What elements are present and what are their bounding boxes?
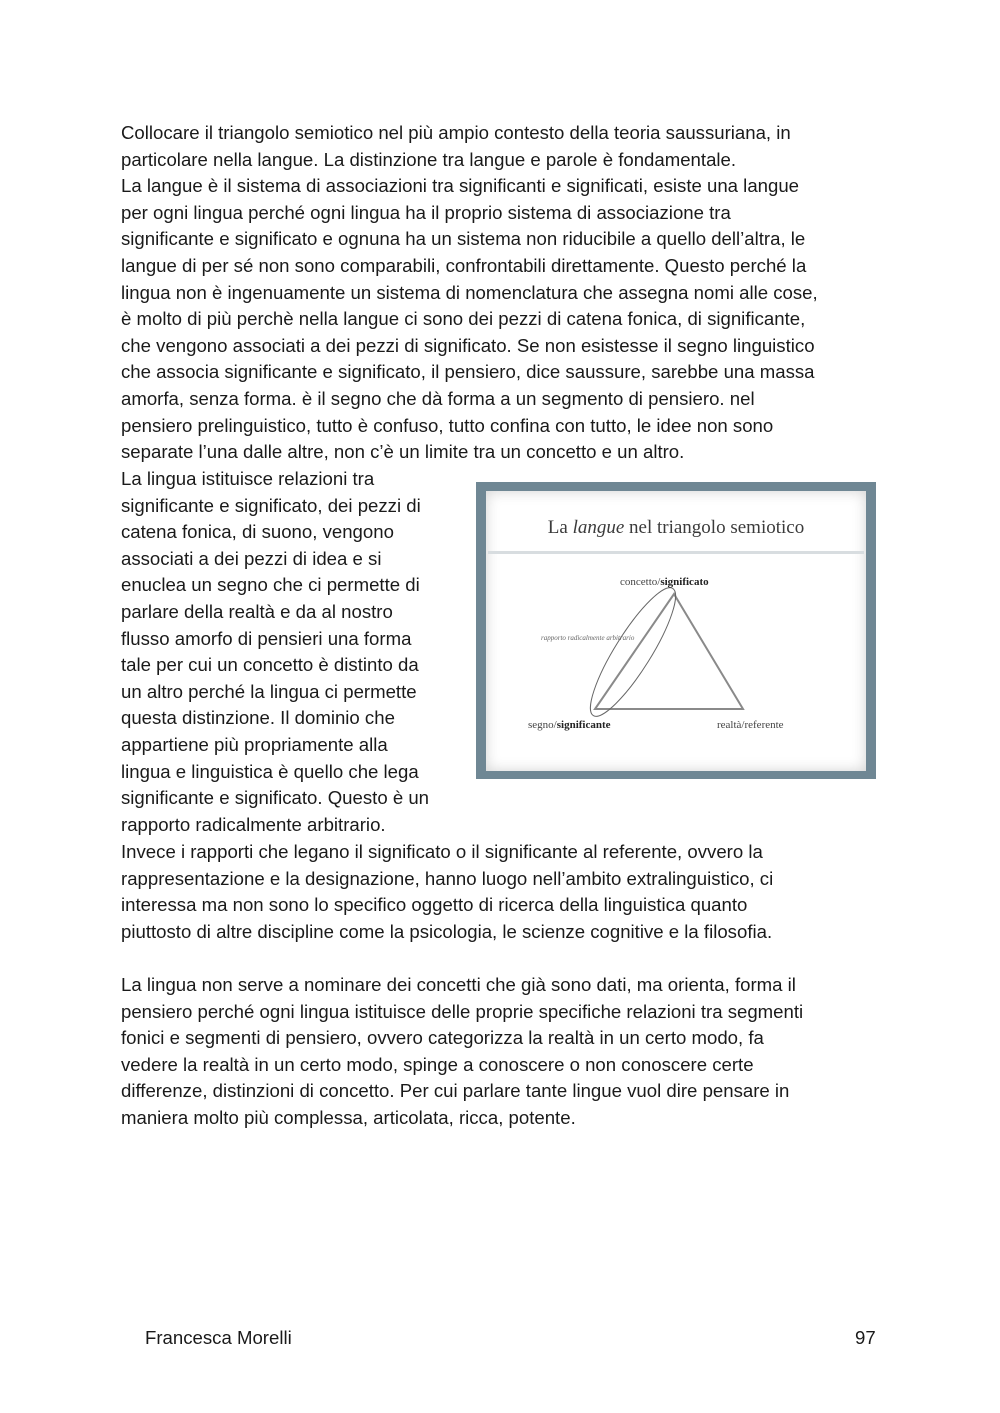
slide-content — [486, 491, 866, 771]
text-line: La langue è il sistema di associazioni tra significanti e significati, esiste una langue — [121, 175, 800, 197]
text-line: enuclea un segno che ci permette di — [121, 574, 420, 596]
text-line: per ogni lingua perché ogni lingua ha il proprio sistema di associazione tra — [121, 201, 731, 223]
text-line: La lingua non serve a nominare dei concetti che già sono dati, ma orienta, forma il — [121, 974, 796, 995]
text-line: è molto di più perchè nella langue ci sono dei pezzi di catena fonica, di significante, — [121, 308, 806, 330]
text-line: lingua non è ingenuamente un sistema di nomenclatura che assegna nomi alle cose, — [121, 281, 818, 303]
text-line: parlare della realtà e da al nostro — [121, 600, 393, 622]
text-line: particolare nella langue. La distinzione tra langue e parole è fondamentale. — [121, 148, 737, 170]
text-line: un altro perché la lingua ci permette — [121, 680, 417, 702]
last-paragraph — [121, 972, 881, 1132]
slide-title-prefix: La — [547, 517, 573, 538]
slide-title-emphasis: langue — [572, 517, 625, 538]
sign-label — [528, 719, 611, 731]
text-line: vedere la realtà in un certo modo, spinge a conoscere o non conoscere certe — [121, 1053, 754, 1075]
page-number: 97 — [855, 1327, 876, 1348]
text-line: significante e significato e ognuna ha un sistema non riducibile a quello dell’altra, le — [121, 228, 806, 250]
text-line: pensiero prelinguistico, tutto è confuso, tutto confina con tutto, le idee non sono — [121, 414, 774, 436]
intro-paragraph — [121, 120, 881, 466]
text-line: flusso amorfo di pensieri una forma — [121, 627, 412, 649]
text-line: interessa ma non sono lo specifico oggetto di ricerca della linguistica quanto — [121, 894, 748, 916]
after-paragraph — [121, 839, 881, 945]
semiotic-triangle-diagram — [486, 491, 866, 771]
text-line: fonici e segmenti di pensiero, ovvero categorizza la realtà in un certo modo, fa — [121, 1027, 764, 1049]
text-line: separate l’una dalle altre, non c’è un limite tra un concetto e un altro. — [121, 441, 685, 463]
concept-label — [620, 576, 709, 588]
text-line: differenze, distinzioni di concetto. Per cui parlare tante lingue vuol dire pensare in — [121, 1080, 790, 1102]
referent-label: realtà/referente — [717, 719, 784, 731]
text-line: che vengono associati a dei pezzi di significato. Se non esistesse il segno linguistico — [121, 334, 815, 356]
text-line: appartiene più propriamente alla — [121, 733, 388, 755]
text-line: significante e significato, dei pezzi di — [121, 494, 421, 516]
concept-label-prefix: concetto/ — [620, 576, 661, 588]
text-line: catena fonica, di suono, vengono — [121, 521, 394, 543]
text-line: lingua e linguistica è quello che lega — [121, 760, 419, 782]
text-line: rapporto radicalmente arbitrario. — [121, 813, 386, 835]
slide-title-suffix: nel triangolo semiotico — [624, 517, 805, 538]
text-line: Invece i rapporti che legano il significato o il significante al referente, ovvero la — [121, 841, 763, 862]
triangle-shape — [595, 594, 743, 709]
footer-author: Francesca Morelli — [145, 1327, 292, 1348]
text-line: amorfa, senza forma. è il segno che dà forma a un segmento di pensiero. nel — [121, 387, 755, 409]
ellipse-annotation: rapporto radicalmente arbitrario — [541, 634, 635, 642]
semiotic-triangle-slide — [476, 482, 876, 779]
text-line: La lingua istituisce relazioni tra — [121, 468, 375, 489]
text-line: piuttosto di altre discipline come la psicologia, le scienze cognitive e la filosofia. — [121, 920, 773, 942]
text-line: associati a dei pezzi di idea e si — [121, 547, 382, 569]
text-line: pensiero perché ogni lingua istituisce delle proprie specifiche relazioni tra segmenti — [121, 1000, 804, 1022]
significante-label: significante — [556, 719, 611, 731]
text-line: rappresentazione e la designazione, hanno luogo nell’ambito extralinguistico, ci — [121, 867, 774, 889]
sign-label-prefix: segno/ — [528, 719, 557, 731]
significato-label: significato — [660, 576, 709, 588]
text-line: questa distinzione. Il dominio che — [121, 707, 395, 729]
text-line: significante e significato. Questo è un — [121, 787, 430, 809]
text-line: tale per cui un concetto è distinto da — [121, 654, 419, 676]
wrapped-paragraph — [121, 466, 471, 838]
text-line: maniera molto più complessa, articolata, ricca, potente. — [121, 1106, 576, 1128]
text-line: Collocare il triangolo semiotico nel più ampio contesto della teoria saussuriana, in — [121, 122, 791, 143]
text-line: langue di per sé non sono comparabili, confrontabili direttamente. Questo perché la — [121, 254, 807, 276]
text-line: che associa significante e significato, il pensiero, dice saussure, sarebbe una massa — [121, 361, 815, 383]
